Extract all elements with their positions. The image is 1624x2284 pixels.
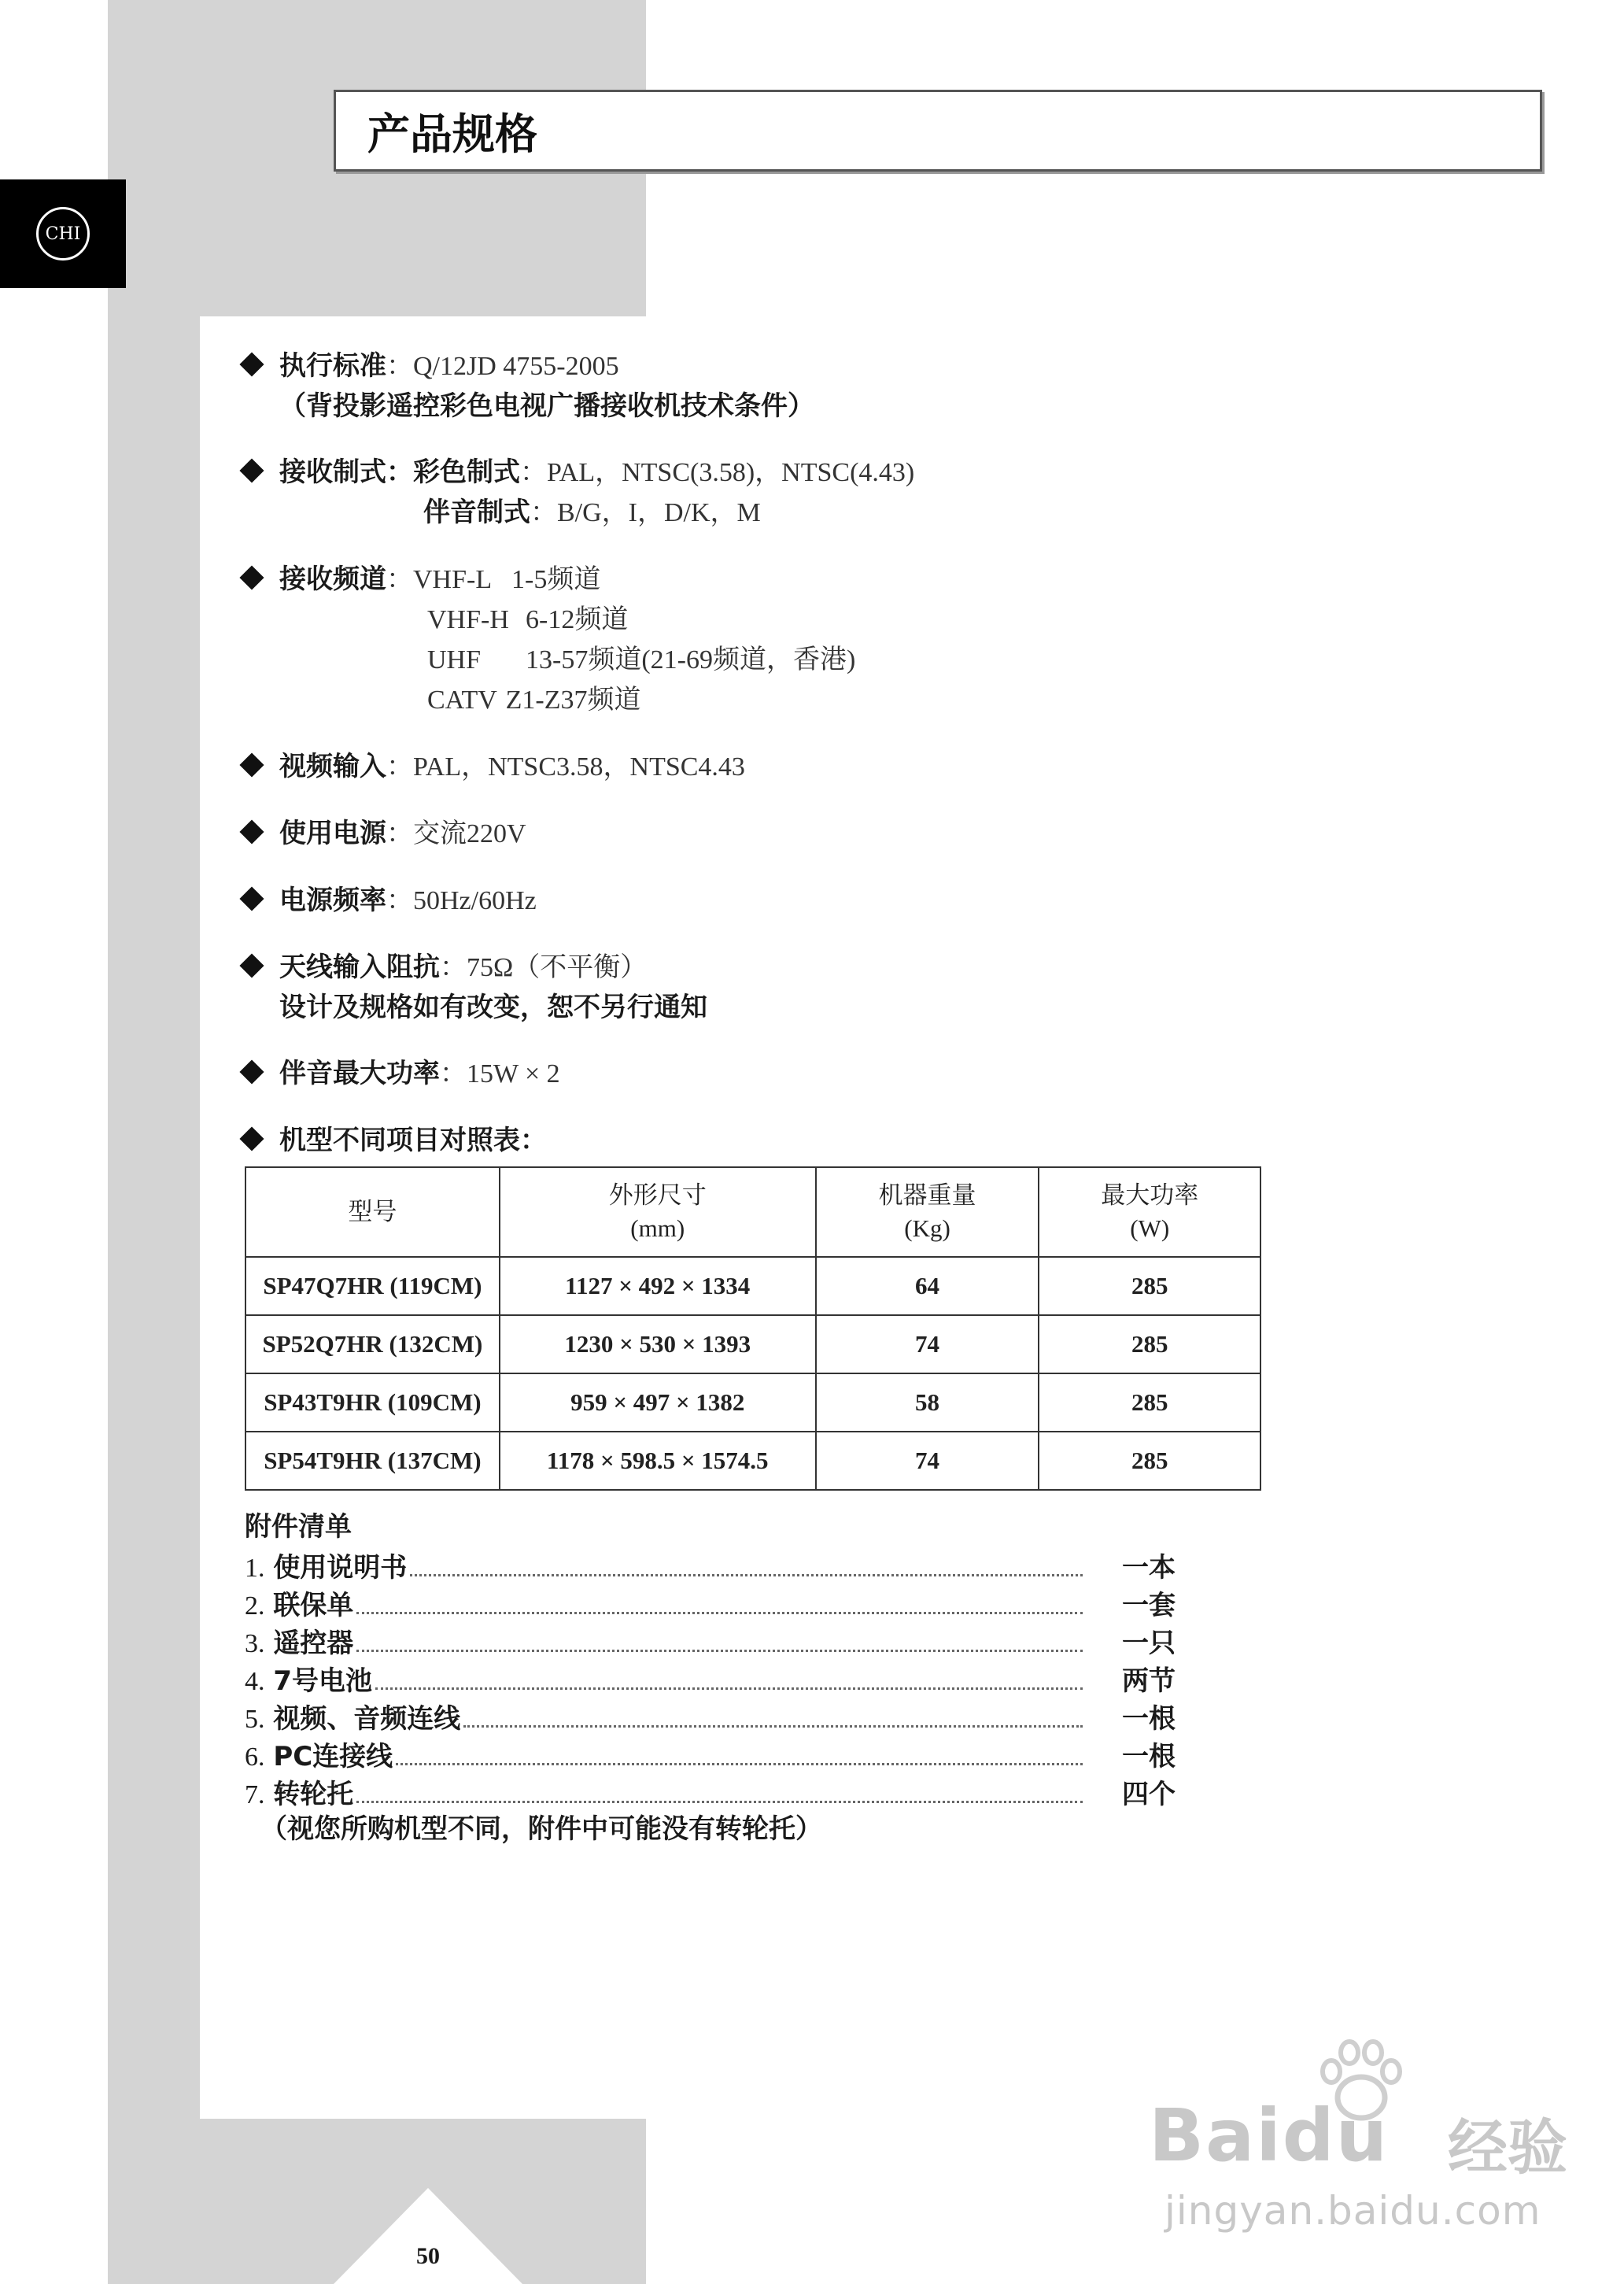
page-title-box xyxy=(334,90,1542,172)
list-item xyxy=(245,1659,1189,1697)
accessory-note: （视您所购机型不同，附件中可能没有转轮托） xyxy=(260,1813,822,1845)
spec-channels xyxy=(240,560,1342,720)
dot-leader xyxy=(410,1557,1083,1576)
item-quantity: 一套 xyxy=(1122,1590,1176,1621)
spec-note: （背投影遥控彩色电视广播接收机技术条件） xyxy=(279,390,814,422)
cell-dimensions: 1178 × 598.5 × 1574.5 xyxy=(500,1432,816,1490)
spec-separator: ： xyxy=(386,565,413,594)
cell-dimensions: 1230 × 530 × 1393 xyxy=(500,1315,816,1373)
spec-note: 设计及规格如有改变，恕不另行通知 xyxy=(279,992,707,1023)
sound-system-line xyxy=(279,493,1342,533)
channel-band: VHF-H xyxy=(427,605,509,634)
diamond-bullet-icon xyxy=(239,819,264,844)
dot-leader xyxy=(463,1708,1083,1728)
item-name: 视频、音频连线 xyxy=(273,1703,461,1735)
language-badge: CHI xyxy=(36,207,90,261)
item-quantity: 两节 xyxy=(1122,1665,1176,1697)
table-row xyxy=(245,1257,1260,1315)
column-header-dimensions: 外形尺寸 (mm) xyxy=(500,1167,816,1257)
page-number: 50 xyxy=(416,2243,440,2269)
list-item xyxy=(245,1772,1189,1810)
item-quantity: 一本 xyxy=(1122,1552,1176,1584)
column-header-power: 最大功率 (W) xyxy=(1039,1167,1260,1257)
spec-label: 天线输入阻抗 xyxy=(279,952,440,983)
cell-dimensions: 1127 × 492 × 1334 xyxy=(500,1257,816,1315)
spec-label: 使用电源 xyxy=(279,818,386,849)
spec-power xyxy=(240,814,1342,854)
cell-power: 285 xyxy=(1039,1432,1260,1490)
dot-leader xyxy=(356,1632,1083,1652)
model-comparison-table xyxy=(245,1166,1261,1491)
cell-weight: 74 xyxy=(816,1432,1039,1490)
channel-band: CATV xyxy=(427,686,497,715)
spec-list xyxy=(240,346,1342,1187)
spec-label: 视频输入 xyxy=(279,751,386,782)
cell-weight: 74 xyxy=(816,1315,1039,1373)
item-quantity: 四个 xyxy=(1122,1779,1176,1810)
spec-compare xyxy=(240,1121,1342,1160)
table-row xyxy=(245,1373,1260,1432)
diamond-bullet-icon xyxy=(239,1059,264,1084)
cell-weight: 64 xyxy=(816,1257,1039,1315)
list-item xyxy=(245,1697,1189,1735)
watermark-product: 经验 xyxy=(1448,2112,1567,2182)
channel-row xyxy=(279,600,1342,640)
item-name: 遥控器 xyxy=(273,1628,354,1659)
sound-system-value: ：B/G，I，D/K，M xyxy=(530,498,761,527)
cell-model: SP54T9HR (137CM) xyxy=(245,1432,500,1490)
language-tab xyxy=(0,179,126,288)
spec-value: ：交流220V xyxy=(386,819,526,848)
cell-model: SP43T9HR (109CM) xyxy=(245,1373,500,1432)
dot-leader xyxy=(375,1670,1083,1690)
item-name: 联保单 xyxy=(273,1590,354,1621)
accessory-list xyxy=(245,1508,1189,1848)
spec-label: 接收制式 xyxy=(279,456,386,488)
diamond-bullet-icon xyxy=(239,752,264,777)
diamond-bullet-icon xyxy=(239,565,264,589)
color-system-label: ：彩色制式 xyxy=(386,456,520,488)
color-system-value: ：PAL，NTSC(3.58)，NTSC(4.43) xyxy=(520,458,915,487)
item-number: 2. xyxy=(245,1591,265,1621)
channel-range: Z1-Z37频道 xyxy=(505,686,641,715)
watermark-url: jingyan.baidu.com xyxy=(1164,2188,1541,2234)
item-number: 1. xyxy=(245,1554,265,1583)
spec-frequency xyxy=(240,881,1342,921)
list-item xyxy=(245,1546,1189,1584)
item-name: PC连接线 xyxy=(273,1741,393,1772)
list-item xyxy=(245,1621,1189,1659)
item-number: 5. xyxy=(245,1705,265,1734)
dot-leader xyxy=(356,1783,1083,1803)
item-name: 使用说明书 xyxy=(273,1552,408,1584)
spec-label: 执行标准 xyxy=(279,350,386,382)
channel-band: VHF-L xyxy=(413,565,493,594)
item-number: 7. xyxy=(245,1780,265,1809)
list-item xyxy=(245,1584,1189,1621)
spec-label: 电源频率 xyxy=(279,885,386,916)
channel-row xyxy=(279,680,1342,720)
spec-value: ：75Ω（不平衡） xyxy=(440,953,648,982)
cell-power: 285 xyxy=(1039,1315,1260,1373)
table-row xyxy=(245,1432,1260,1490)
sound-system-label: 伴音制式 xyxy=(423,497,530,528)
dot-leader xyxy=(396,1746,1083,1765)
spec-value: ：15W × 2 xyxy=(440,1059,560,1088)
list-item xyxy=(245,1735,1189,1772)
item-quantity: 一根 xyxy=(1122,1703,1176,1735)
channel-range: 6-12频道 xyxy=(526,605,629,634)
spec-standard xyxy=(240,346,1342,426)
item-number: 6. xyxy=(245,1743,265,1772)
cell-model: SP52Q7HR (132CM) xyxy=(245,1315,500,1373)
table-row xyxy=(245,1315,1260,1373)
diamond-bullet-icon xyxy=(239,1126,264,1151)
channel-range: 1-5频道 xyxy=(511,565,601,594)
channel-row xyxy=(279,640,1342,680)
accessory-list-title: 附件清单 xyxy=(245,1511,352,1543)
diamond-bullet-icon xyxy=(239,953,264,978)
channel-band: UHF xyxy=(427,645,482,674)
page-title: 产品规格 xyxy=(367,109,537,159)
spec-label: 伴音最大功率 xyxy=(279,1058,440,1089)
item-quantity: 一只 xyxy=(1122,1628,1176,1659)
column-header-weight: 机器重量 (Kg) xyxy=(816,1167,1039,1257)
table-header-row xyxy=(245,1167,1260,1257)
channel-range: 13-57频道(21-69频道，香港) xyxy=(526,645,856,674)
spec-label: 接收频道 xyxy=(279,564,386,595)
spec-audio-power xyxy=(240,1054,1342,1094)
cell-power: 285 xyxy=(1039,1373,1260,1432)
cell-model: SP47Q7HR (119CM) xyxy=(245,1257,500,1315)
cell-dimensions: 959 × 497 × 1382 xyxy=(500,1373,816,1432)
spec-antenna xyxy=(240,948,1342,1027)
spec-value: ：50Hz/60Hz xyxy=(386,886,537,915)
item-name: 7号电池 xyxy=(273,1665,372,1697)
dot-leader xyxy=(356,1595,1083,1614)
item-quantity: 一根 xyxy=(1122,1741,1176,1772)
diamond-bullet-icon xyxy=(239,458,264,482)
background-band-side xyxy=(108,316,200,2284)
item-number: 3. xyxy=(245,1629,265,1658)
item-number: 4. xyxy=(245,1667,265,1696)
spec-system xyxy=(240,453,1342,533)
spec-label: 机型不同项目对照表： xyxy=(279,1125,547,1156)
spec-value: ：PAL，NTSC3.58，NTSC4.43 xyxy=(386,752,745,782)
spec-video-input xyxy=(240,747,1342,787)
watermark-brand: Baidu xyxy=(1149,2094,1390,2178)
diamond-bullet-icon xyxy=(239,886,264,911)
cell-power: 285 xyxy=(1039,1257,1260,1315)
spec-value: ：Q/12JD 4755-2005 xyxy=(386,352,619,381)
diamond-bullet-icon xyxy=(239,352,264,376)
column-header-model: 型号 xyxy=(245,1167,500,1257)
item-name: 转轮托 xyxy=(273,1779,354,1810)
baidu-watermark xyxy=(1149,2038,1589,2235)
cell-weight: 58 xyxy=(816,1373,1039,1432)
